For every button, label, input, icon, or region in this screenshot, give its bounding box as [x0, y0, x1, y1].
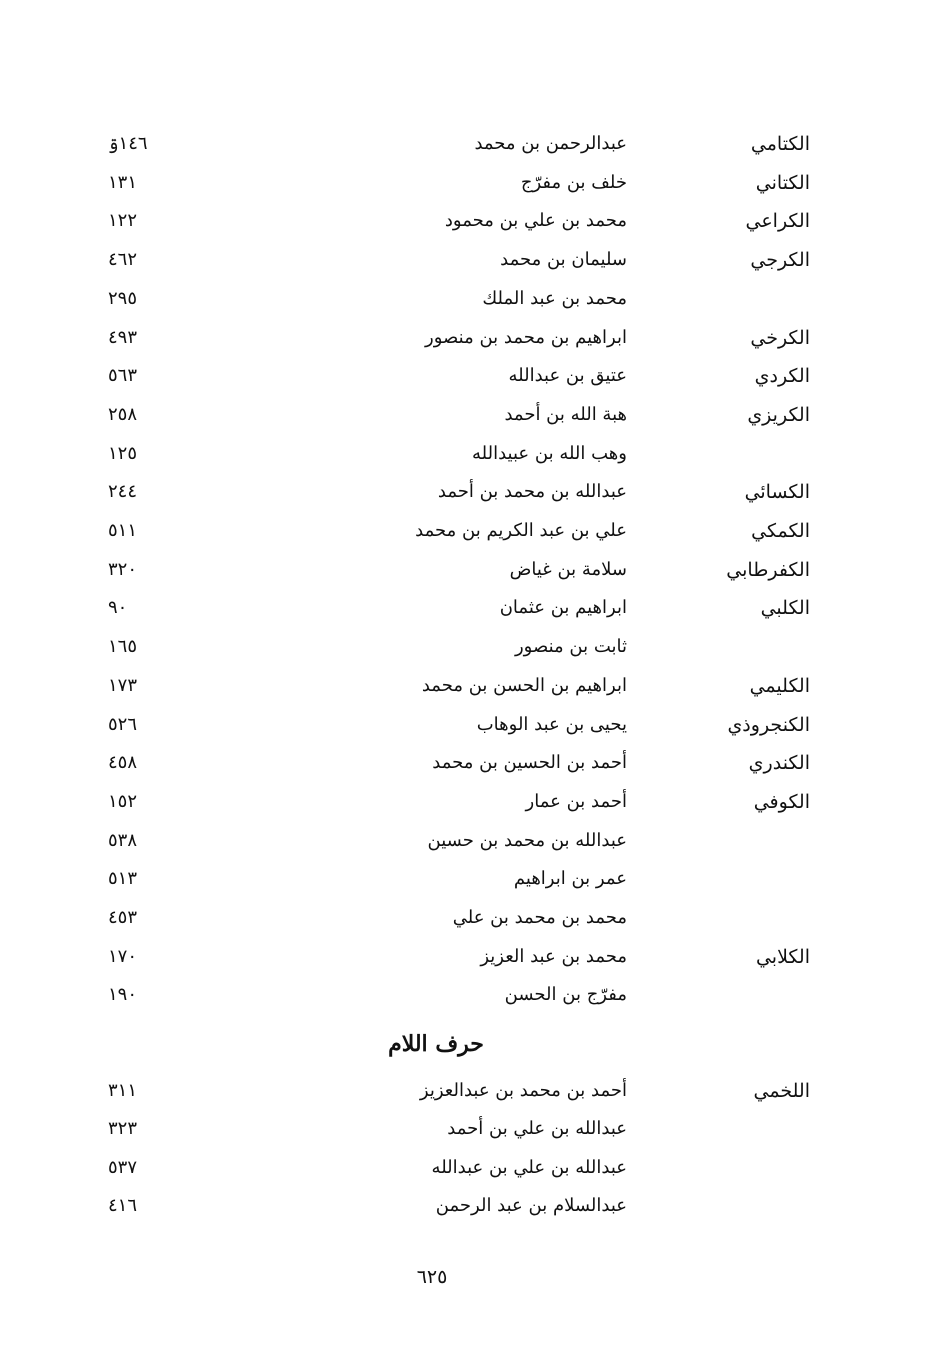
index-entry	[0, 744, 940, 782]
person-name: محمد بن عبد الملك	[482, 287, 627, 309]
page-reference: ٥١٣	[108, 868, 138, 890]
index-entry	[0, 435, 940, 473]
page-reference: ٢٥٨	[108, 403, 138, 425]
nisba-label: الكتامي	[750, 133, 810, 155]
index-entry	[0, 783, 940, 821]
page-reference: ١٢٥	[108, 442, 138, 464]
person-name: ابراهيم بن الحسن بن محمد	[421, 674, 627, 696]
index-entry	[0, 125, 940, 163]
person-name: سليمان بن محمد	[500, 249, 627, 271]
person-name: عبدالله بن محمد بن حسين	[427, 829, 627, 851]
index-entry	[0, 319, 940, 357]
page-reference: ٣٢٣	[108, 1118, 138, 1140]
person-name: يحيى بن عبد الوهاب	[476, 713, 627, 735]
person-name: عبدالله بن محمد بن أحمد	[437, 481, 627, 503]
person-name: عمر بن ابراهيم	[513, 868, 627, 890]
person-name: عبدالسلام بن عبد الرحمن	[435, 1194, 627, 1216]
page-reference: ٥٢٦	[108, 713, 138, 735]
page-reference: ٤٩٣	[108, 326, 138, 348]
page-reference: ١٧٠	[108, 945, 138, 967]
index-entry	[0, 667, 940, 705]
index-entry	[0, 1149, 940, 1187]
page-reference: ٣٢٠	[108, 558, 138, 580]
index-entry	[0, 1110, 940, 1148]
person-name: أحمد بن عمار	[525, 790, 627, 812]
index-entry	[0, 938, 940, 976]
page-reference: ٤٥٣	[108, 907, 138, 928]
nisba-label: الكرخي	[750, 326, 810, 349]
page-reference: ٣١١	[108, 1080, 138, 1101]
index-entry	[0, 706, 940, 744]
person-name: عبدالله بن علي بن عبدالله	[431, 1156, 627, 1178]
index-entry	[0, 899, 940, 937]
page-number: ٦٢٥	[416, 1266, 448, 1288]
index-entry	[0, 822, 940, 860]
section-heading-text: حرف اللام	[388, 1031, 484, 1057]
nisba-label: الكنجروذي	[727, 713, 810, 736]
section-heading	[0, 1024, 940, 1064]
nisba-label: الكراعي	[745, 210, 810, 233]
page-reference: ٢٤٤	[108, 481, 138, 503]
index-entry	[0, 164, 940, 202]
nisba-label: الكلابي	[755, 945, 810, 968]
person-name: أحمد بن محمد بن عبدالعزيز	[419, 1080, 627, 1101]
index-entry	[0, 357, 940, 395]
index-entry	[0, 976, 940, 1014]
person-name: أحمد بن الحسين بن محمد	[432, 752, 627, 774]
page-reference: ٢٩٥	[108, 287, 138, 309]
page-reference: ٤١٦	[108, 1194, 138, 1216]
index-entry	[0, 512, 940, 550]
person-name: محمد بن محمد بن علي	[452, 907, 627, 928]
person-name: عبدالله بن علي بن أحمد	[447, 1118, 627, 1140]
page-reference: ١٢٢	[108, 210, 138, 232]
page-reference: ٩٠	[108, 597, 128, 619]
index-entry	[0, 396, 940, 434]
nisba-label: الكسائي	[744, 481, 810, 504]
nisba-label: الكردي	[754, 365, 810, 388]
page-footer	[0, 1262, 940, 1292]
index-entry	[0, 473, 940, 511]
person-name: محمد بن علي بن محمود	[444, 210, 627, 232]
index-entry	[0, 589, 940, 627]
nisba-label: الكرجي	[750, 249, 810, 272]
index-entry	[0, 628, 940, 666]
index-entry	[0, 202, 940, 240]
page-reference: ٤٦٢	[108, 249, 138, 271]
nisba-label: اللخمي	[753, 1080, 810, 1102]
page-reference: ١٦٥	[108, 636, 138, 658]
nisba-label: الكفرطابي	[726, 558, 810, 581]
index-entry	[0, 551, 940, 589]
person-name: مفرّج بن الحسن	[504, 984, 627, 1006]
nisba-label: الكلبي	[760, 597, 810, 620]
person-name: هبة الله بن أحمد	[504, 403, 627, 425]
person-name: عتيق بن عبدالله	[508, 365, 627, 387]
page-reference: ٥١١	[108, 520, 138, 541]
person-name: ثابت بن منصور	[514, 636, 627, 658]
index-entry	[0, 1187, 940, 1225]
page-reference: ٥٣٨	[108, 829, 138, 851]
nisba-label: الكندري	[748, 752, 810, 775]
index-entry	[0, 1072, 940, 1110]
page-reference: ٤٥٨	[108, 752, 138, 774]
index-entry	[0, 860, 940, 898]
index-entry	[0, 280, 940, 318]
page-reference: ١٤٦ۊ	[108, 133, 148, 154]
person-name: عبدالرحمن بن محمد	[474, 133, 627, 154]
nisba-label: الكتاني	[755, 171, 810, 194]
page-reference: ١٧٣	[108, 674, 138, 696]
index-entry	[0, 241, 940, 279]
person-name: خلف بن مفرّج	[520, 171, 627, 193]
page-reference: ٥٦٣	[108, 365, 138, 387]
page-reference: ١٥٢	[108, 790, 138, 812]
person-name: سلامة بن غياض	[509, 558, 627, 580]
page-reference: ١٩٠	[108, 984, 138, 1006]
person-name: محمد بن عبد العزيز	[480, 945, 627, 967]
nisba-label: الكوفي	[753, 790, 810, 813]
person-name: علي بن عبد الكريم بن محمد	[415, 520, 627, 541]
person-name: وهب الله بن عبيدالله	[472, 442, 627, 464]
page-reference: ٥٣٧	[108, 1156, 138, 1178]
nisba-label: الكمكي	[751, 520, 810, 542]
nisba-label: الكريزي	[747, 403, 810, 426]
nisba-label: الكليمي	[749, 674, 810, 697]
person-name: ابراهيم بن محمد بن منصور	[425, 326, 627, 348]
page-reference: ١٣١	[108, 171, 138, 193]
person-name: ابراهيم بن عثمان	[499, 597, 627, 619]
